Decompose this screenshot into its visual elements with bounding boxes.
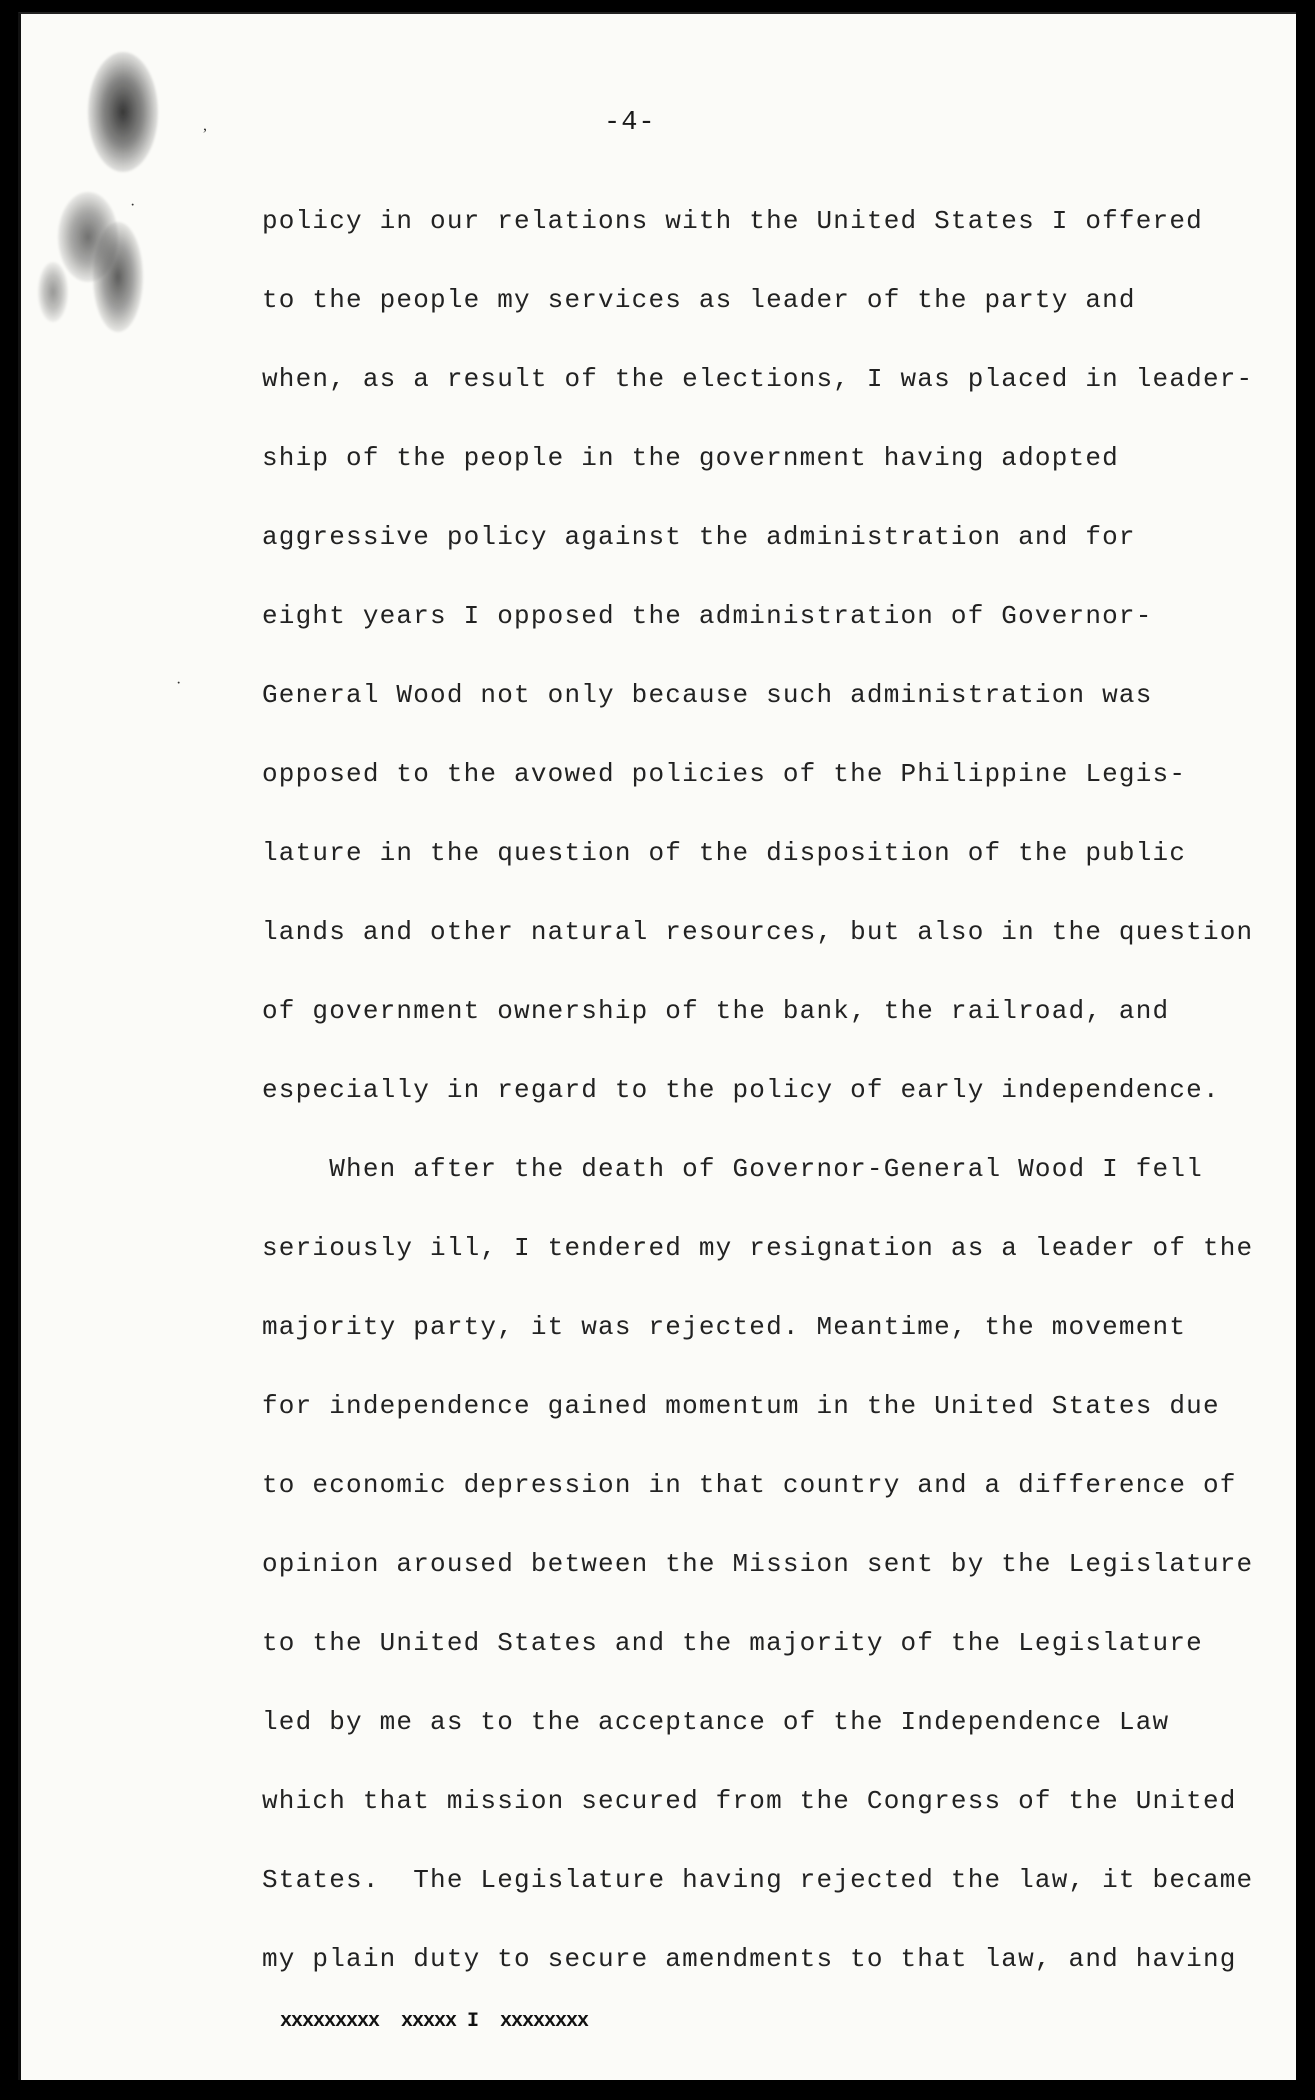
text-line: lands and other natural resources, but also in the question — [262, 917, 1254, 947]
ink-smudge — [88, 52, 158, 172]
text-line: General Wood not only because such administration was — [262, 680, 1153, 710]
text-line: for independence gained momentum in the United States due — [262, 1391, 1220, 1421]
text-line: to the United States and the majority of the Legislature — [262, 1628, 1203, 1658]
text-line: led by me as to the acceptance of the Independence Law — [262, 1707, 1170, 1737]
text-line: of government ownership of the bank, the railroad, and — [262, 996, 1170, 1026]
stray-mark: , — [203, 117, 207, 134]
ink-smudge — [93, 222, 143, 332]
text-line: policy in our relations with the United States I offered — [262, 206, 1203, 236]
text-line: seriously ill, I tendered my resignation as a leader of the — [262, 1233, 1254, 1263]
text-line: lature in the question of the disposition of the public — [262, 838, 1187, 868]
text-line: to economic depression in that country and a difference of — [262, 1470, 1237, 1500]
stray-mark: · — [176, 675, 182, 692]
text-line: aggressive policy against the administration and for — [262, 522, 1136, 552]
text-line: opinion aroused between the Mission sent by the Legislature — [262, 1549, 1254, 1579]
stray-mark: · — [130, 197, 136, 214]
struck-out-typing: xxxxxxxxx xxxxx I xxxxxxxx — [280, 2010, 589, 2033]
text-line: ship of the people in the government having adopted — [262, 443, 1119, 473]
text-line: eight years I opposed the administration of Governor- — [262, 601, 1153, 631]
ink-smudge — [38, 262, 68, 322]
text-line: majority party, it was rejected. Meantime, the movement — [262, 1312, 1187, 1342]
text-line: which that mission secured from the Congress of the United — [262, 1786, 1237, 1816]
text-line: States. The Legislature having rejected the law, it became — [262, 1865, 1254, 1895]
document-page — [18, 12, 1296, 2080]
text-line: opposed to the avowed policies of the Philippine Legis- — [262, 759, 1187, 789]
body-text — [262, 182, 1254, 1999]
text-line: when, as a result of the elections, I was placed in leader- — [262, 364, 1254, 394]
text-line: especially in regard to the policy of early independence. — [262, 1075, 1220, 1105]
page-number: -4- — [604, 108, 656, 138]
text-line: my plain duty to secure amendments to that law, and having — [262, 1944, 1237, 1974]
text-line: When after the death of Governor-General Wood I fell — [262, 1154, 1203, 1184]
text-line: to the people my services as leader of the party and — [262, 285, 1136, 315]
